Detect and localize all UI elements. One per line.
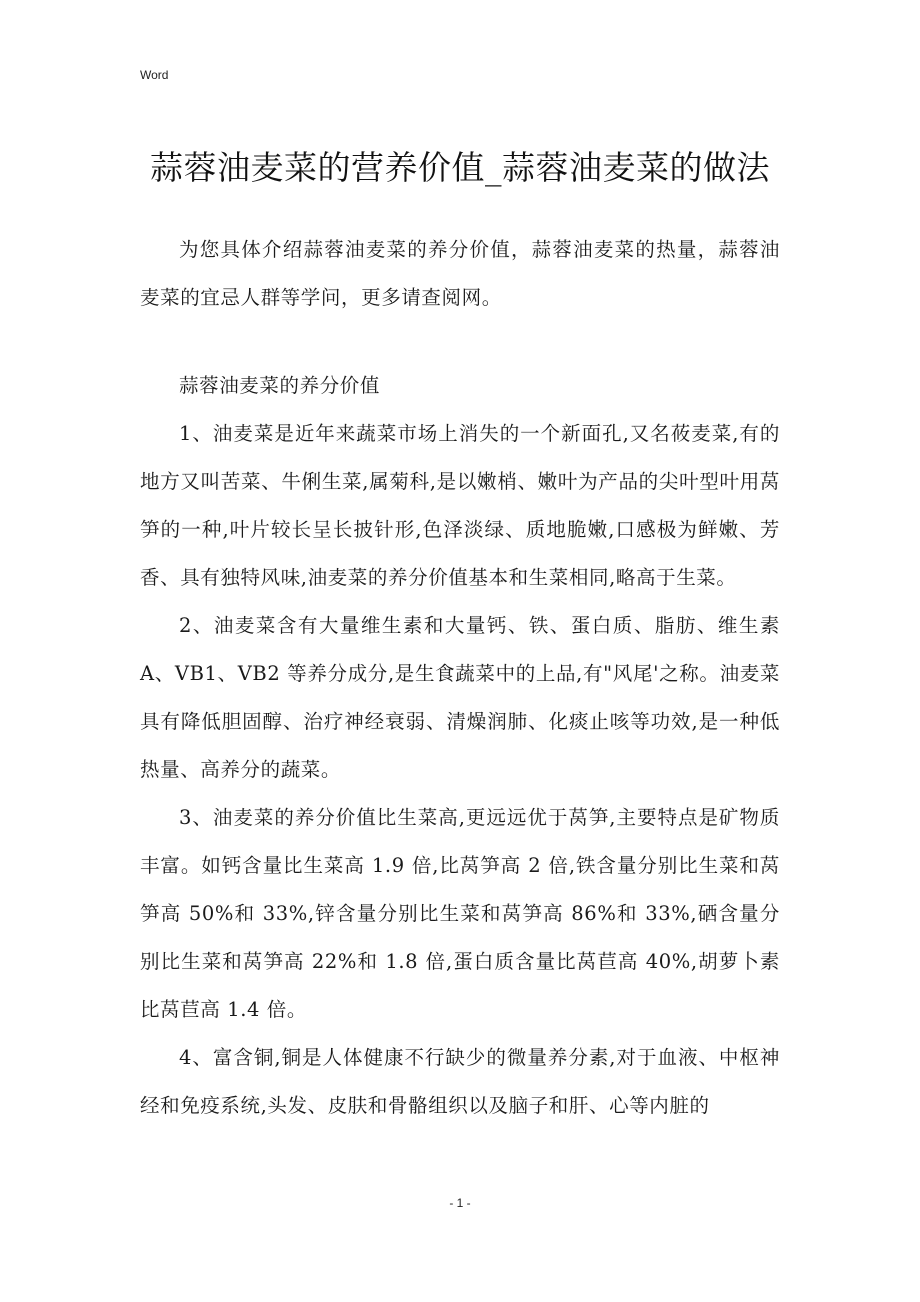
body-paragraph: 4、富含铜,铜是人体健康不行缺少的微量养分素,对于血液、中枢神经和免疫系统,头发、皮肤和骨骼组织以及脑子和肝、心等内脏的	[140, 1046, 780, 1117]
document-title: 蒜蓉油麦菜的营养价值_蒜蓉油麦菜的做法	[150, 148, 770, 187]
body-paragraph: 1、油麦菜是近年来蔬菜市场上消失的一个新面孔,又名莜麦菜,有的地方又叫苦菜、牛俐生菜,属菊科,是以嫩梢、嫩叶为产品的尖叶型叶用莴笋的一种,叶片较长呈长披针形,色泽淡绿、质地脆嫩,口感极为鲜嫩、芳香、具有独特风味,油麦菜的养分价值基本和生菜相同,略高于生菜。	[140, 422, 780, 589]
section-heading: 蒜蓉油麦菜的养分价值	[179, 374, 381, 397]
body-paragraph: 3、油麦菜的养分价值比生菜高,更远远优于莴笋,主要特点是矿物质丰富。如钙含量比生菜高 1.9 倍,比莴笋高 2 倍,铁含量分别比生菜和莴笋高 50%和 33%,锌含量分别比生菜和莴笋高 86%和 33%,硒含量分别比生菜和莴笋高 22%和 1.8 倍,蛋白质含量比莴苣高 40%,胡萝卜素比莴苣高 1.4 倍。	[140, 806, 780, 1021]
header-app-label: Word	[140, 68, 169, 82]
intro-paragraph: 为您具体介绍蒜蓉油麦菜的养分价值，蒜蓉油麦菜的热量，蒜蓉油麦菜的宜忌人群等学问，更多请查阅网。	[140, 238, 780, 309]
body-paragraph: 2、油麦菜含有大量维生素和大量钙、铁、蛋白质、脂肪、维生素 A、VB1、VB2 等养分成分,是生食蔬菜中的上品,有"风尾'之称。油麦菜具有降低胆固醇、治疗神经衰弱、清燥润肺、化痰止咳等功效,是一种低热量、高养分的蔬菜。	[140, 614, 780, 781]
page-number: - 1 -	[449, 1196, 471, 1210]
document-body	[140, 226, 780, 1130]
